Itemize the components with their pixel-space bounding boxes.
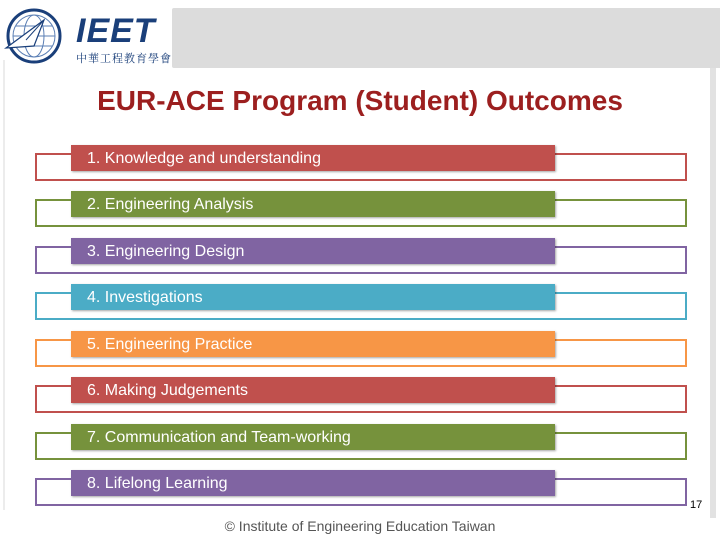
outcome-row (35, 424, 687, 458)
globe-icon (4, 6, 70, 64)
outcome-row (35, 377, 687, 411)
outcome-row (35, 191, 687, 225)
outcome-label: 8. Lifelong Learning (87, 475, 228, 492)
outcome-label: 6. Making Judgements (87, 382, 248, 399)
ieet-logo (4, 6, 174, 64)
footer-text: © Institute of Engineering Education Taiwan (224, 518, 496, 534)
outcome-row (35, 331, 687, 365)
header-gray-bar (172, 8, 720, 68)
left-rule (3, 60, 5, 510)
logo-text: IEET (76, 12, 156, 50)
outcome-row (35, 284, 687, 318)
outcome-label: 4. Investigations (87, 289, 203, 306)
outcome-label: 7. Communication and Team-working (87, 429, 351, 446)
outcome-label: 2. Engineering Analysis (87, 196, 254, 213)
slide-title: EUR-ACE Program (Student) Outcomes (97, 85, 623, 116)
outcome-label: 1. Knowledge and understanding (87, 150, 321, 167)
logo-subtitle: 中華工程教育學會 (76, 53, 172, 65)
outcome-row (35, 470, 687, 504)
page-number: 17 (690, 499, 703, 511)
outcome-label: 3. Engineering Design (87, 243, 245, 260)
right-rule (710, 68, 716, 518)
outcome-label: 5. Engineering Practice (87, 336, 253, 353)
outcome-row (35, 145, 687, 179)
outcome-row (35, 238, 687, 272)
